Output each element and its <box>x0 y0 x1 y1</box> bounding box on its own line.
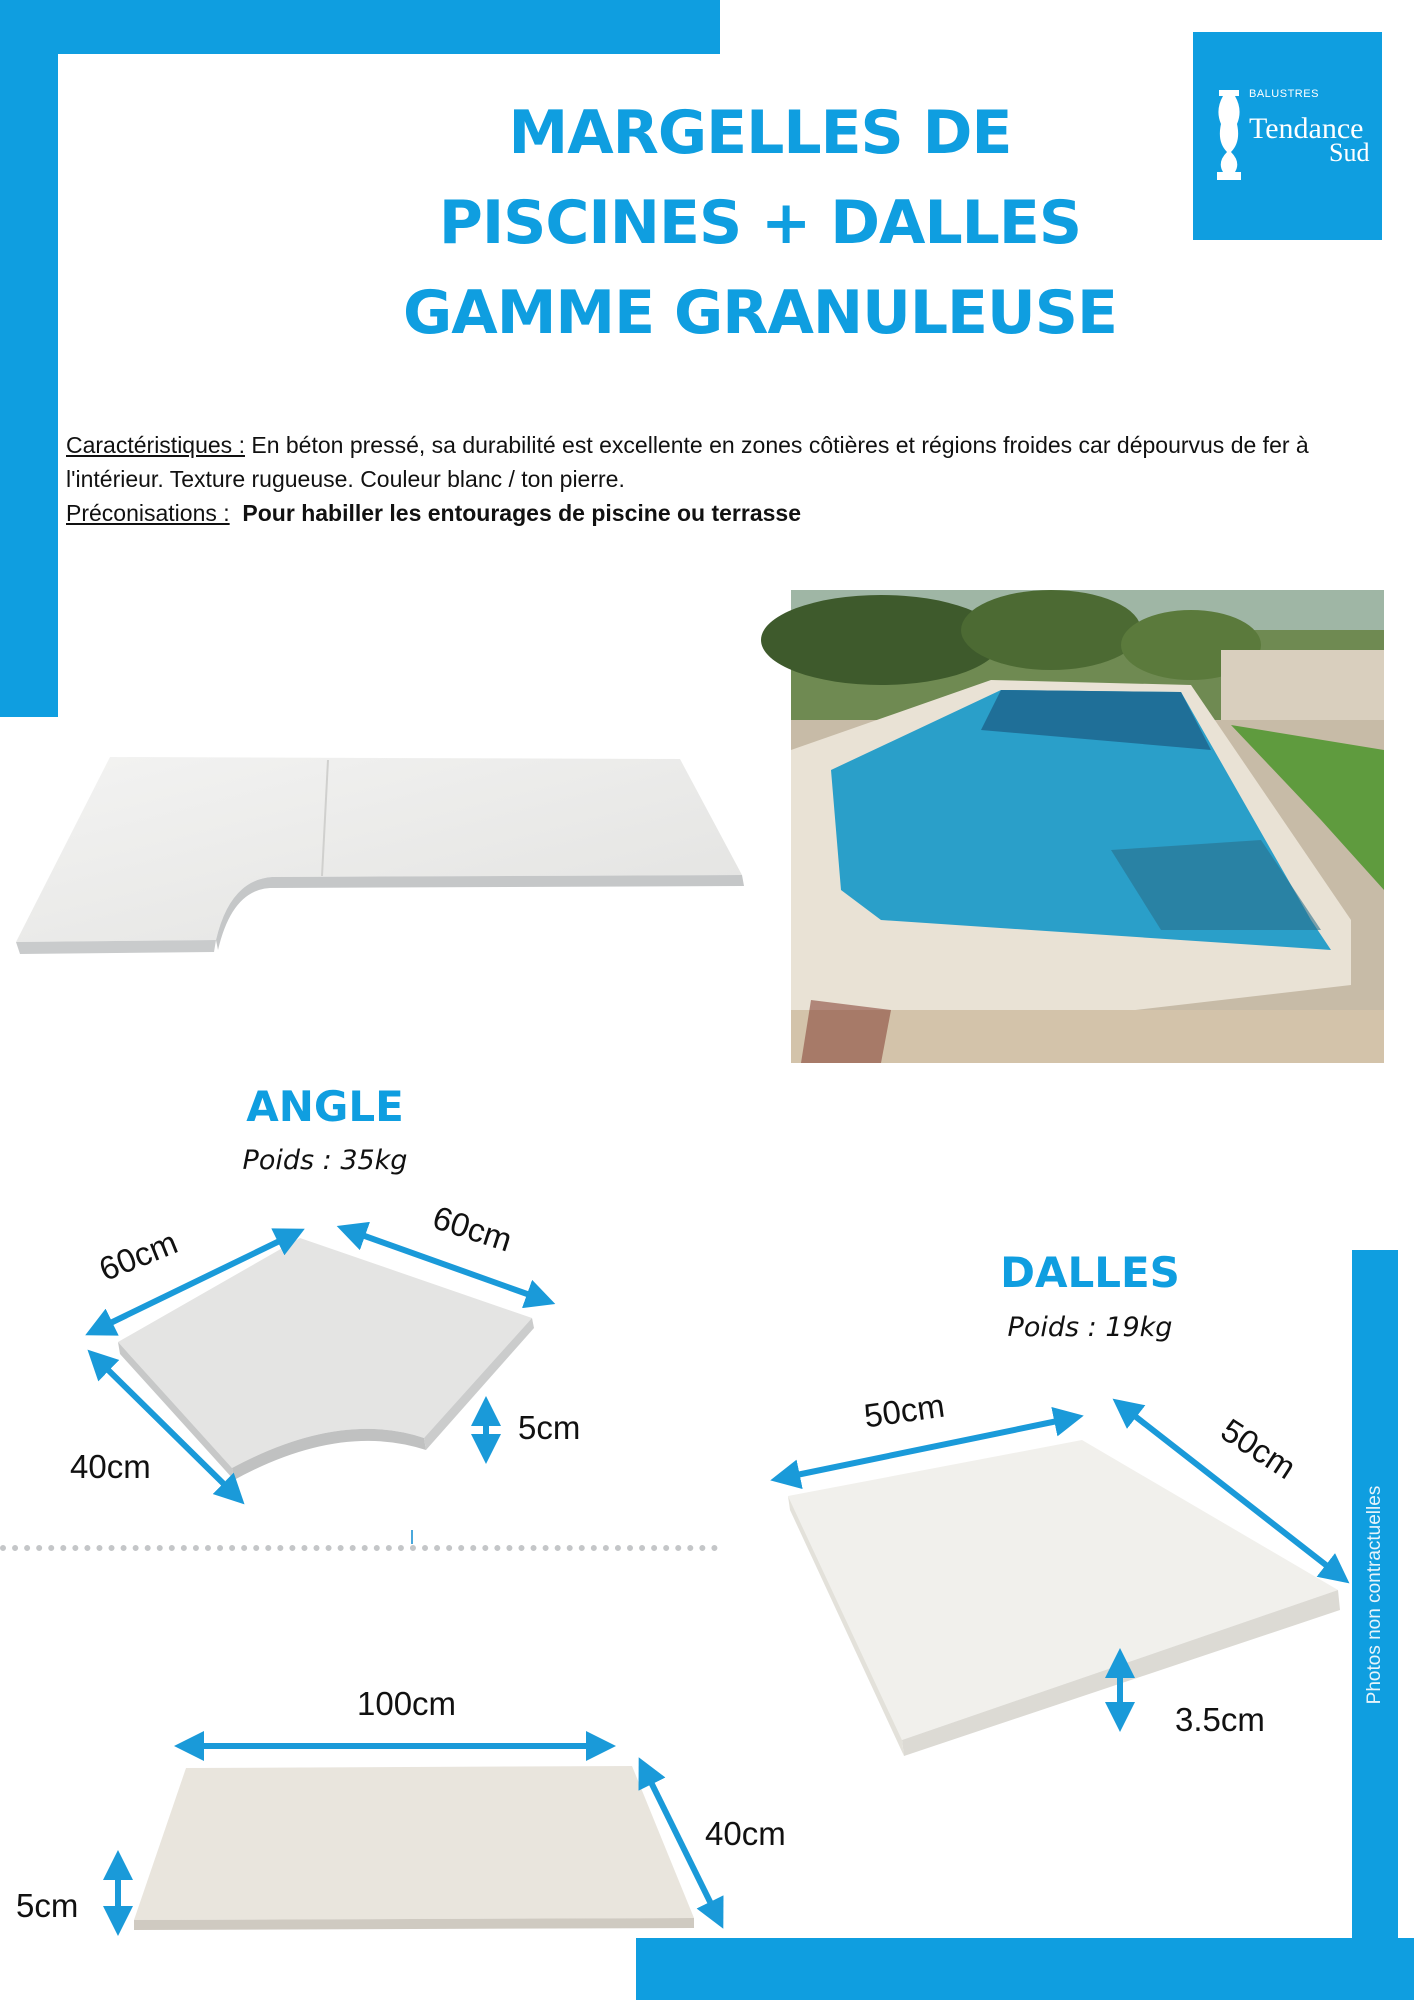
angle-dim-depth: 40cm <box>70 1448 151 1485</box>
straight-dim-depth: 40cm <box>705 1815 786 1852</box>
disclaimer-text: Photos non contractuelles <box>1364 1485 1385 1705</box>
straight-dim-length: 100cm <box>357 1685 457 1722</box>
logo-name: Tendance <box>1249 112 1364 145</box>
product-description <box>66 428 1396 530</box>
recommendations-label: Préconisations : <box>66 500 230 526</box>
dalles-heading: DALLES <box>1000 1248 1180 1297</box>
section-divider <box>0 1545 718 1551</box>
angle-dim-side-b: 60cm <box>428 1198 517 1259</box>
divider-tick <box>411 1530 413 1544</box>
frame-bottom-bar <box>636 1938 1414 2000</box>
angle-coping-photo <box>0 740 760 970</box>
brand-logo <box>1193 32 1382 240</box>
straight-dim-thickness: 5cm <box>16 1887 79 1924</box>
characteristics-paragraph <box>66 428 1396 496</box>
frame-top-bar <box>0 0 720 54</box>
recommendations-text: Pour habiller les entourages de piscine ou terrasse <box>242 500 802 526</box>
dalles-dim-side-a: 50cm <box>861 1386 947 1435</box>
logo-suffix: Sud <box>1329 138 1370 167</box>
title-line-2: PISCINES + DALLES <box>438 188 1082 258</box>
angle-dim-thickness: 5cm <box>518 1409 581 1446</box>
title-line-1: MARGELLES DE <box>508 98 1012 168</box>
dalles-dim-side-b: 50cm <box>1214 1411 1303 1487</box>
page-title <box>300 88 1220 358</box>
title-line-3: GAMME GRANULEUSE <box>403 278 1117 348</box>
angle-weight: Poids : 35kg <box>242 1145 408 1176</box>
characteristics-text: En béton pressé, sa durabilité est excellente en zones côtières et régions froides car dépourvus de fer à l'intérieur. Texture rugueuse. Couleur blanc / ton pierre. <box>66 432 1309 492</box>
frame-left-bar <box>0 54 58 717</box>
angle-dim-side-a: 60cm <box>93 1223 183 1288</box>
dalles-dim-thickness: 3.5cm <box>1175 1701 1265 1738</box>
angle-heading: ANGLE <box>246 1082 404 1131</box>
frame-top-inner <box>58 54 720 56</box>
logo-small-text: BALUSTRES <box>1249 88 1319 100</box>
recommendations-paragraph <box>66 496 1396 530</box>
characteristics-label: Caractéristiques : <box>66 432 245 458</box>
pool-photo <box>791 590 1384 1063</box>
dalles-weight: Poids : 19kg <box>1007 1312 1173 1343</box>
